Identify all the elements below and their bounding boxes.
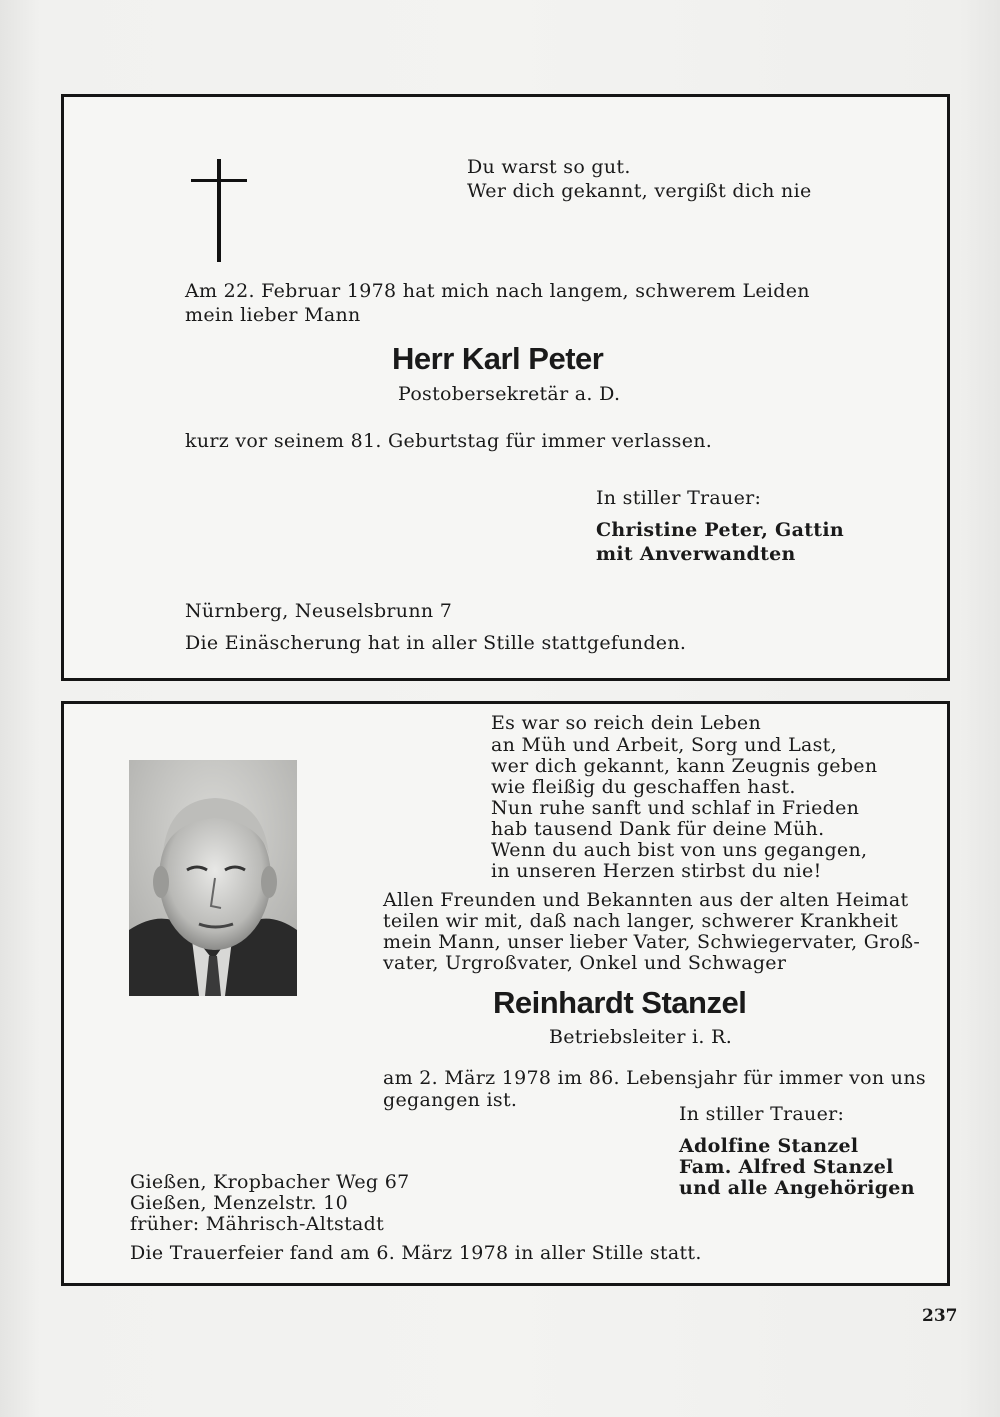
death-statement: kurz vor seinem 81. Geburtstag für immer verlassen. [185, 430, 713, 452]
verse-line: Wenn du auch bist von uns gegangen, [491, 839, 868, 861]
cross-icon-bar [191, 179, 247, 182]
death-statement: gegangen ist. [383, 1089, 518, 1111]
intro-line: Allen Freunden und Bekannten aus der alten Heimat [383, 889, 909, 911]
verse-line: Es war so reich dein Leben [491, 712, 761, 734]
mourner-line: mit Anverwandten [596, 543, 796, 565]
verse-line: wie fleißig du geschaffen hast. [491, 776, 796, 798]
cross-icon [217, 159, 221, 262]
deceased-title: Betriebsleiter i. R. [549, 1026, 733, 1048]
deceased-portrait-photo [129, 760, 297, 996]
verse-line: Du warst so gut. [467, 156, 631, 178]
verse-line: wer dich gekannt, kann Zeugnis geben [491, 755, 878, 777]
mourner-line: Christine Peter, Gattin [596, 519, 844, 541]
mourner-line: und alle Angehörigen [679, 1177, 915, 1199]
intro-line: teilen wir mit, daß nach langer, schwerer Krankheit [383, 910, 899, 932]
deceased-title: Postobersekretär a. D. [398, 383, 621, 405]
intro-line: vater, Urgroßvater, Onkel und Schwager [383, 952, 787, 974]
page-number: 237 [922, 1306, 958, 1326]
mourner-line: Fam. Alfred Stanzel [679, 1156, 894, 1178]
deceased-name: Reinhardt Stanzel [493, 985, 747, 1020]
verse-line: Wer dich gekannt, vergißt dich nie [467, 180, 812, 202]
mourning-label: In stiller Trauer: [596, 487, 762, 509]
intro-line: mein lieber Mann [185, 304, 361, 326]
address: Gießen, Kropbacher Weg 67 [130, 1171, 410, 1193]
address: früher: Mährisch-Altstadt [130, 1213, 385, 1235]
obituary-notice-reinhardt-stanzel [61, 701, 950, 1286]
intro-line: mein Mann, unser lieber Vater, Schwiegervater, Groß- [383, 931, 921, 953]
funeral-statement: Die Trauerfeier fand am 6. März 1978 in aller Stille statt. [130, 1242, 702, 1264]
verse-line: in unseren Herzen stirbst du nie! [491, 860, 822, 882]
verse-line: Nun ruhe sanft und schlaf in Frieden [491, 797, 860, 819]
mourner-line: Adolfine Stanzel [679, 1135, 859, 1157]
obituary-notice-karl-peter [61, 94, 950, 681]
intro-line: Am 22. Februar 1978 hat mich nach langem, schwerem Leiden [185, 280, 810, 302]
funeral-statement: Die Einäscherung hat in aller Stille stattgefunden. [185, 632, 687, 654]
address: Nürnberg, Neuselsbrunn 7 [185, 600, 453, 622]
mourning-label: In stiller Trauer: [679, 1103, 845, 1125]
verse-line: an Müh und Arbeit, Sorg und Last, [491, 734, 837, 756]
address: Gießen, Menzelstr. 10 [130, 1192, 348, 1214]
verse-line: hab tausend Dank für deine Müh. [491, 818, 825, 840]
deceased-name: Herr Karl Peter [392, 341, 604, 376]
death-statement: am 2. März 1978 im 86. Lebensjahr für immer von uns [383, 1067, 926, 1089]
